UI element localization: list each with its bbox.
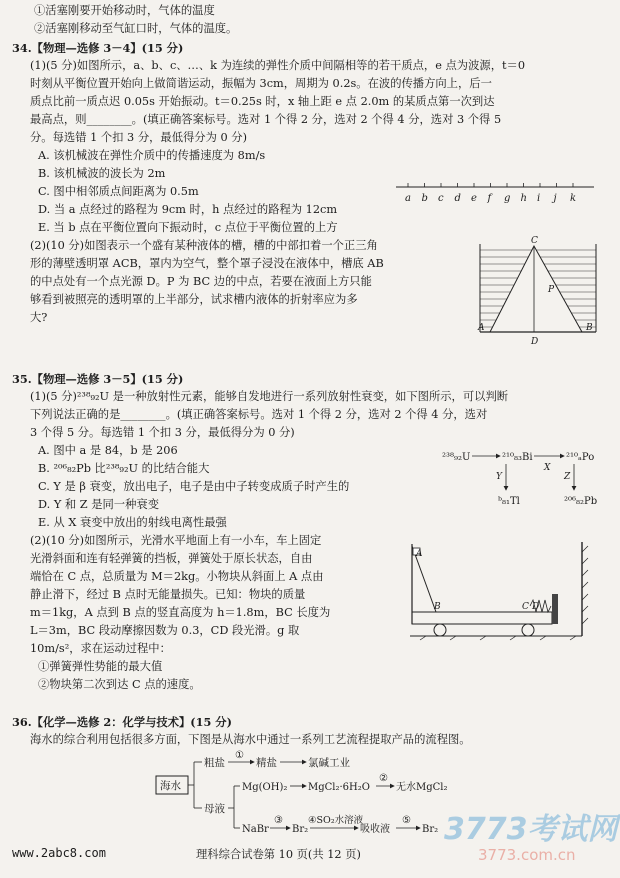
decay-y-label: Y bbox=[496, 472, 502, 482]
particle-line-figure bbox=[396, 178, 596, 208]
decay-x-label: X bbox=[544, 463, 551, 473]
particle-label: j bbox=[553, 193, 557, 204]
q34-option-d: D. 当 a 点经过的路程为 9cm 时，h 点经过的路程为 12cm bbox=[38, 203, 338, 216]
nuclide-u238: ²³⁸₉₂U bbox=[442, 452, 471, 463]
q35-part1-line: 下列说法正确的是________。(填正确答案标号。选对 1 个得 2 分，选对 2 个得 4 分，选对 bbox=[30, 408, 488, 421]
q34-part2-line: 形的薄壁透明罩 ACB，罩内为空气，整个罩子浸没在液体中，槽底 AB bbox=[30, 257, 384, 270]
q35-sub-1: ①弹簧弹性势能的最大值 bbox=[38, 660, 163, 673]
nuclide-pb206: ²⁰⁶₈₂Pb bbox=[564, 496, 598, 507]
particle-label: e bbox=[471, 193, 477, 204]
flow-anhydrous-mgcl2: 无水MgCl₂ bbox=[396, 782, 448, 793]
flow-seawater: 海水 bbox=[160, 780, 181, 792]
decay-z-label: Z bbox=[564, 472, 571, 482]
q35-option-c: C. Y 是 β 衰变，放出电子，电子是由中子转变成质子时产生的 bbox=[38, 480, 350, 493]
q35-part2-line: 光滑斜面和连有轻弹簧的挡板，弹簧处于原长状态，自由 bbox=[30, 552, 313, 565]
flow-crude-salt: 粗盐 bbox=[204, 757, 225, 769]
flow-mgcl2-hydrate: MgCl₂·6H₂O bbox=[308, 782, 370, 793]
particle-label: b bbox=[421, 193, 428, 204]
q35-option-a: A. 图中 a 是 84，b 是 206 bbox=[38, 444, 178, 457]
particle-label: g bbox=[504, 193, 511, 204]
q34-part2-line: 大? bbox=[30, 311, 48, 324]
particle-label: k bbox=[570, 193, 577, 204]
q34-option-a: A. 该机械波在弹性介质中的传播速度为 8m/s bbox=[38, 149, 266, 162]
flow-step-3: ③ bbox=[274, 815, 283, 826]
flow-nabr: NaBr bbox=[242, 824, 269, 835]
q34-part1-line: 质点比前一质点迟 0.05s 开始振动。t＝0.25s 时，x 轴上距 e 点 2.0m 的某质点第一次到达 bbox=[30, 95, 495, 108]
q35-header: 35.【物理—选修 3－5】(15 分) bbox=[12, 372, 184, 386]
q34-part1-line: 最高点，则________。(填正确答案标号。选对 1 个得 2 分，选对 2 个得 4 分，选对 3 个得 5 bbox=[30, 113, 502, 126]
flow-chlor-alkali: 氯碱工业 bbox=[308, 757, 350, 769]
q35-part1-line: 3 个得 5 分。每选错 1 个扣 3 分，最低得分为 0 分) bbox=[30, 426, 295, 439]
q35-part2-line: 10m/s²，求在运动过程中： bbox=[30, 642, 171, 655]
flow-step-4-so2: ④SO₂水溶液 bbox=[308, 815, 364, 826]
q35-part2-line: L＝3m，BC 段动摩擦因数为 0.3，CD 段光滑。g 取 bbox=[30, 624, 300, 637]
q35-option-d: D. Y 和 Z 是同一种衰变 bbox=[38, 498, 159, 511]
flow-mother-liquor: 母液 bbox=[204, 803, 225, 815]
label-a: A bbox=[478, 323, 485, 333]
q34-part2-line: 够看到被照亮的透明罩的上半部分，试求槽内液体的折射率应为多 bbox=[30, 293, 358, 306]
flow-step-1: ① bbox=[235, 750, 244, 761]
particle-label: i bbox=[537, 193, 541, 204]
q36-header: 36.【化学—选修 2：化学与技术】(15 分) bbox=[12, 715, 232, 729]
prev-question-item-2: ②活塞刚移动至气缸口时，气体的温度。 bbox=[34, 22, 238, 35]
prev-question-item-1: ①活塞刚要开始移动时，气体的温度 bbox=[34, 4, 215, 17]
label-b: B bbox=[586, 323, 593, 333]
cart-spring-figure bbox=[410, 542, 590, 642]
label-p: P bbox=[548, 285, 555, 295]
flow-absorption-liquid: 吸收液 bbox=[360, 824, 390, 835]
q34-option-e: E. 当 b 点在平衡位置向下振动时，c 点位于平衡位置的上方 bbox=[38, 221, 338, 234]
flow-br2-first: Br₂ bbox=[292, 824, 309, 835]
q35-option-b: B. ²⁰⁶₈₂Pb 比²³⁸₉₂U 的比结合能大 bbox=[38, 462, 210, 475]
q35-part2-line: m＝1kg，A 点到 B 点的竖直高度为 h＝1.8m，BC 长度为 bbox=[30, 606, 331, 619]
q36-intro: 海水的综合利用包括很多方面，下图是从海水中通过一系列工艺流程提取产品的流程图。 bbox=[30, 733, 471, 746]
q34-part1-line: (1)(5 分)如图所示，a、b、c、…、k 为连续的弹性介质中间隔相等的若干质点，e 点为波源，t＝0 bbox=[30, 59, 526, 72]
q34-header: 34.【物理—选修 3－4】(15 分) bbox=[12, 41, 184, 55]
q35-option-e: E. 从 X 衰变中放出的射线电离性最强 bbox=[38, 516, 227, 529]
particle-label: c bbox=[438, 193, 444, 204]
footer-site[interactable]: www.2abc8.com bbox=[12, 846, 106, 860]
q34-option-b: B. 该机械波的波长为 2m bbox=[38, 167, 166, 180]
label-c: C bbox=[531, 236, 538, 246]
nuclide-tl: ᵇ₈₁Tl bbox=[498, 496, 520, 507]
watermark-brand: 3773考试网 bbox=[444, 812, 618, 847]
q35-part2-line: 端恰在 C 点，总质量为 M＝2kg。小物块从斜面上 A 点由 bbox=[30, 570, 324, 583]
q35-part2-line: (2)(10 分)如图所示，光滑水平地面上有一小车，车上固定 bbox=[30, 534, 322, 547]
nuclide-bi210: ²¹⁰₈₃Bi bbox=[502, 452, 533, 463]
q35-part2-line: 静止滑下，经过 B 点时无能量损失。已知：物块的质量 bbox=[30, 588, 306, 601]
footer-page-number: 理科综合试卷第 10 页(共 12 页) bbox=[196, 848, 361, 861]
flow-mgoh2: Mg(OH)₂ bbox=[242, 782, 288, 793]
particle-label: d bbox=[454, 193, 461, 204]
q34-part1-line: 时刻从平衡位置开始向上做简谐运动，振幅为 3cm，周期为 0.2s。在波的传播方向上，后一 bbox=[30, 77, 492, 90]
q34-part2-line: (2)(10 分)如图表示一个盛有某种液体的槽，槽的中部扣着一个正三角 bbox=[30, 239, 378, 252]
watermark-url: 3773.com.cn bbox=[478, 846, 576, 864]
q34-part2-line: 的中点处有一个点光源 D。P 为 BC 边的中点，若要在液面上方只能 bbox=[30, 275, 372, 288]
cart-label-c: C bbox=[522, 602, 529, 612]
flow-refined-salt: 精盐 bbox=[256, 757, 277, 769]
cart-label-a: A bbox=[416, 549, 423, 559]
q35-sub-2: ②物块第二次到达 C 点的速度。 bbox=[38, 678, 201, 691]
cart-label-b: B bbox=[434, 602, 441, 612]
decay-chain-diagram bbox=[440, 446, 600, 516]
seawater-process-flow bbox=[150, 748, 450, 835]
nuclide-po210: ²¹⁰ₐPo bbox=[566, 452, 595, 463]
liquid-tank-figure bbox=[476, 236, 600, 348]
particle-label: h bbox=[520, 193, 527, 204]
flow-step-2: ② bbox=[379, 773, 388, 784]
q34-option-c: C. 图中相邻质点间距离为 0.5m bbox=[38, 185, 199, 198]
flow-br2-final: Br₂ bbox=[422, 824, 439, 835]
particle-label: a bbox=[405, 193, 411, 204]
cart-label-d: D bbox=[532, 602, 540, 612]
flow-step-5: ⑤ bbox=[402, 815, 411, 826]
q34-part1-line: 分。每选错 1 个扣 3 分，最低得分为 0 分) bbox=[30, 131, 247, 144]
particle-label: f bbox=[487, 193, 492, 204]
label-d: D bbox=[531, 337, 539, 347]
q35-part1-line: (1)(5 分)²³⁸₉₂U 是一种放射性元素，能够自发地进行一系列放射性衰变，如下图所示，可以判断 bbox=[30, 390, 509, 403]
